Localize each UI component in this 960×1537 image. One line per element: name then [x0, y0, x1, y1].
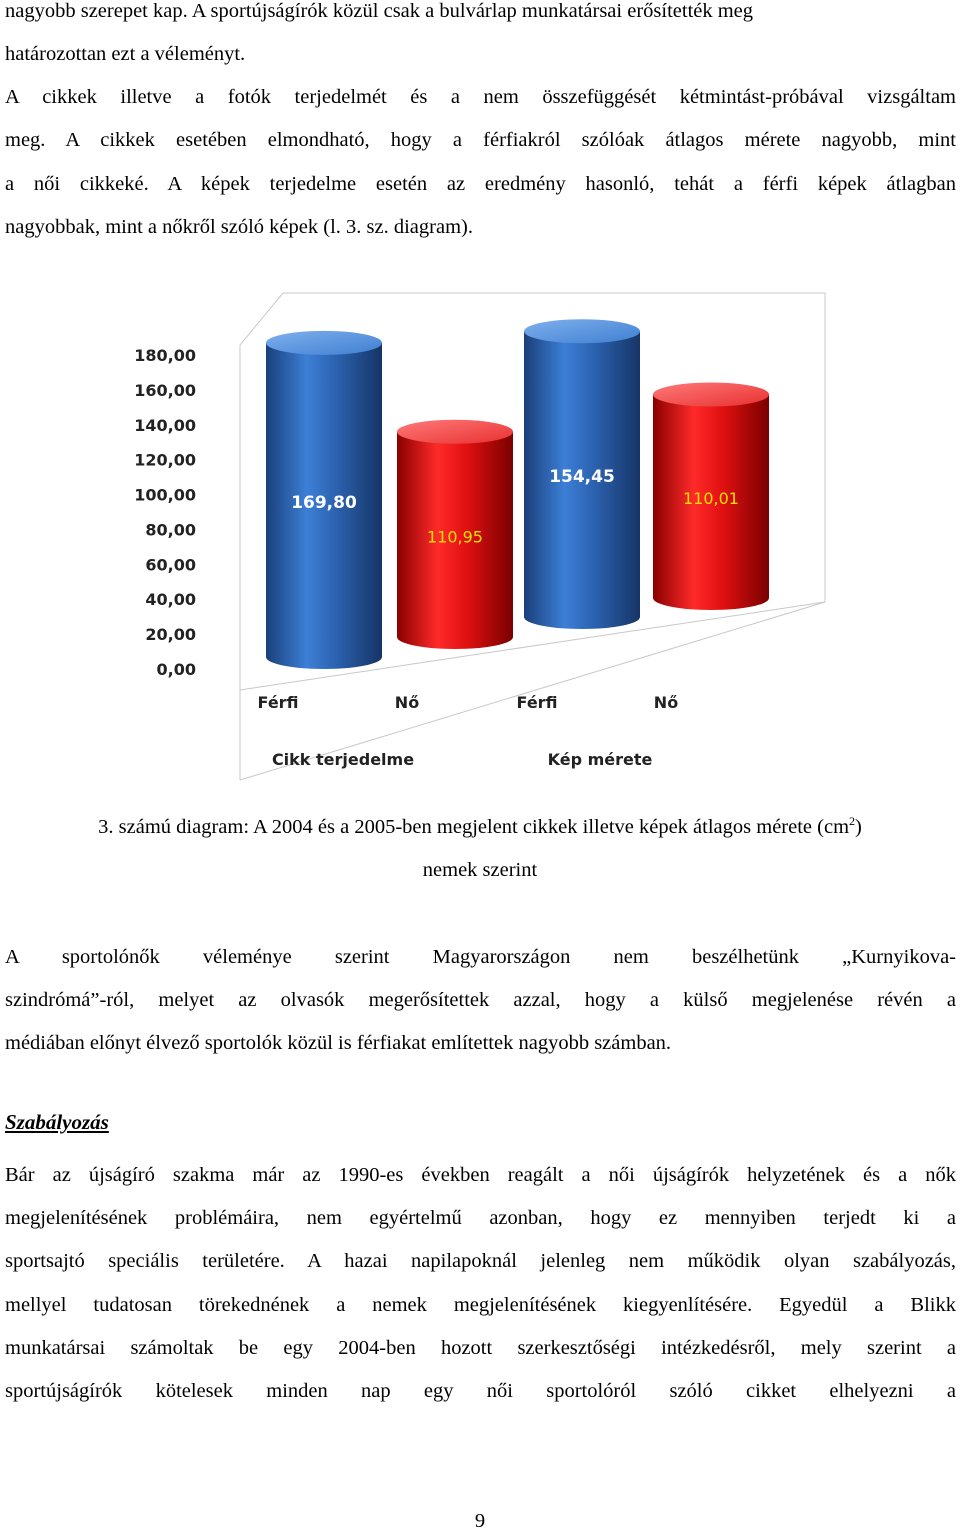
paragraph-1-line-2: határozottan ezt a véleményt. — [5, 43, 246, 65]
y-axis — [134, 346, 196, 679]
bar-cylinder-top — [524, 319, 640, 343]
y-tick-label: 100,00 — [134, 485, 196, 505]
y-tick-label: 60,00 — [145, 555, 196, 575]
paragraph-1-line-1: nagyobb szerepet kap. A sportújságírók közül csak a bulvárlap munkatársai erősítették meg — [5, 0, 754, 22]
section-line-6: sportújságírók kötelesek minden nap egy női sportolóról szóló cikket elhelyezni a — [5, 1380, 956, 1402]
bar-value-label: 110,01 — [683, 489, 739, 509]
bar-value-label: 110,95 — [427, 527, 483, 547]
section-line-2: megjelenítésének problémáira, nem egyértelmű azonban, hogy ez mennyiben terjedt ki a — [5, 1207, 956, 1229]
x-category-label: Nő — [653, 693, 679, 712]
caption-text: 3. számú diagram: A 2004 és a 2005-ben megjelent cikkek illetve képek átlagos mérete (cm — [98, 816, 850, 838]
y-tick-label: 180,00 — [134, 346, 196, 365]
x-category-label: Férfi — [257, 693, 299, 712]
chart-svg — [0, 285, 960, 790]
x-group-label: Kép mérete — [547, 750, 653, 769]
section-line-1: Bár az újságíró szakma már az 1990-es években reagált a női újságírók helyzetének és a nők — [5, 1164, 956, 1186]
y-tick-label: 0,00 — [156, 660, 196, 679]
paragraph-2-line-2: meg. A cikkek esetében elmondható, hogy a férfiakról szólóak átlagos mérete nagyobb, mint — [5, 129, 956, 151]
paragraph-3-line-2: szindrómá”-ról, melyet az olvasók megerősítettek azzal, hogy a külső megjelenése révén a — [5, 989, 956, 1011]
section-line-5: munkatársai számoltak be egy 2004-ben hozott szerkesztőségi intézkedésről, mely szerint a — [5, 1337, 956, 1359]
bar-value-label: 169,80 — [291, 492, 357, 513]
y-tick-label: 120,00 — [134, 450, 196, 470]
y-tick-label: 40,00 — [145, 590, 196, 610]
page-number: 9 — [474, 1510, 486, 1532]
bar-value-label: 154,45 — [549, 467, 615, 488]
bar-cylinder-top — [653, 382, 769, 406]
caption-superscript: 2 — [849, 814, 856, 829]
bar-group — [653, 382, 769, 610]
bars — [266, 319, 769, 669]
paragraph-2-line-4: nagyobbak, mint a nőkről szóló képek (l. 3. sz. diagram). — [5, 216, 473, 238]
x-category-label: Nő — [394, 693, 420, 712]
bar-group — [524, 319, 640, 629]
y-tick-label: 140,00 — [134, 415, 196, 435]
y-tick-label: 80,00 — [145, 520, 196, 540]
caption-close-paren: ) — [855, 816, 862, 838]
x-group-label: Cikk terjedelme — [271, 750, 415, 769]
x-category-label: Férfi — [516, 693, 558, 712]
bar-group — [397, 420, 513, 649]
bar-cylinder-top — [266, 331, 382, 355]
bar-chart — [0, 285, 960, 790]
bar-cylinder-top — [397, 420, 513, 444]
section-line-4: mellyel tudatosan törekednének a nemek megjelenítésének kiegyenlítésére. Egyedül a Blikk — [5, 1294, 956, 1316]
bar-group — [266, 331, 382, 669]
y-tick-label: 20,00 — [145, 625, 196, 645]
x-axis — [258, 693, 679, 769]
section-heading: Szabályozás — [5, 1110, 109, 1134]
paragraph-2-line-3: a női cikkeké. A képek terjedelme esetén az eredmény hasonló, tehát a férfi képek átlagban — [5, 173, 956, 195]
paragraph-3-line-3: médiában előnyt élvező sportolók közül is férfiakat említettek nagyobb számban. — [5, 1032, 672, 1054]
section-line-3: sportsajtó speciális területére. A hazai napilapoknál jelenleg nem működik olyan szabályozás, — [5, 1250, 956, 1272]
caption-line-2: nemek szerint — [422, 859, 538, 881]
paragraph-2-line-1: A cikkek illetve a fotók terjedelmét és a nem összefüggését kétmintást-próbával vizsgáltam — [5, 86, 956, 108]
figure-caption — [0, 806, 960, 849]
paragraph-3-line-1: A sportolónők véleménye szerint Magyarországon nem beszélhetünk „Kurnyikova- — [5, 946, 956, 968]
y-tick-label: 160,00 — [134, 380, 196, 400]
